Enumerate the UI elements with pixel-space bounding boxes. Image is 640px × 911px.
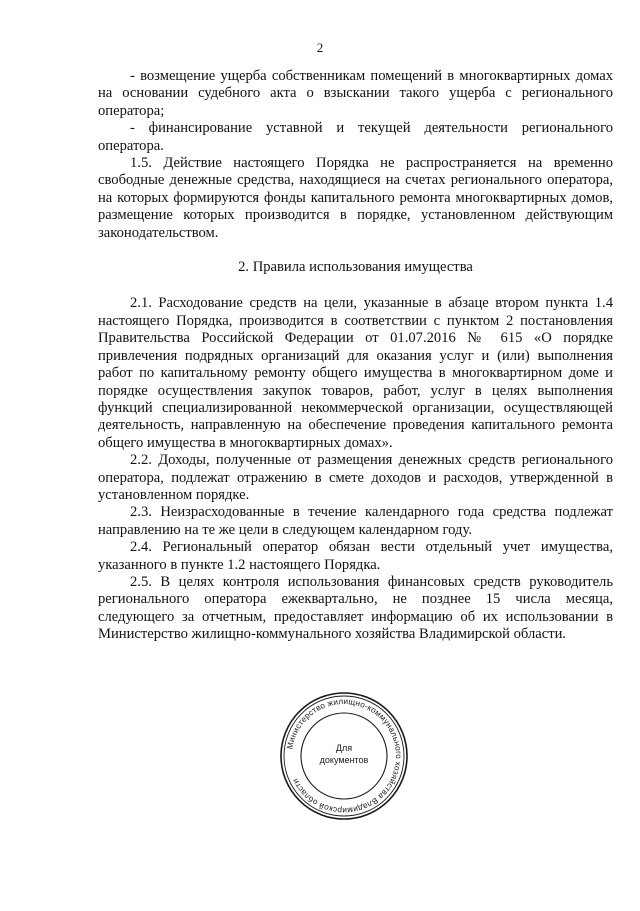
ministry-stamp (278, 690, 410, 822)
paragraph-2-1: 2.1. Расходование средств на цели, указанные в абзаце втором пункта 1.4 настоящего Порядка, производится в соответствии с пунктом 2 постановления Правительства Российской Федерации от 01.07.2016 № 615 «О порядке привлечения подрядных организаций для оказания услуг и (или) выполнения работ по капитальному ремонту общего имущества в многоквартирном доме и порядке осуществления закупок товаров, работ, услуг в целях выполнения функций специализированной некоммерческой организации, осуществляющей деятельность, направленную на обеспечение проведения капитального ремонта общего имущества в многоквартирных домах». (98, 295, 613, 451)
stamp-ring-textpath: Министерство жилищно-коммунального хозяйства Владимирской области (285, 696, 404, 816)
paragraph-2-2: 2.2. Доходы, полученные от размещения денежных средств регионального оператора, подлежат отражению в смете доходов и расходов, утвержденной в установленном порядке. (98, 452, 613, 503)
document-body (98, 68, 613, 644)
stamp-center-line1: Для (335, 743, 353, 753)
page-number: 2 (316, 40, 324, 55)
paragraph-damage-compensation: - возмещение ущерба собственникам помещений в многоквартирных домах на основании судебного акта о взыскании такого ущерба с регионального оператора; (98, 68, 613, 119)
section-heading: 2. Правила использования имущества (238, 259, 473, 276)
paragraph-2-4: 2.4. Региональный оператор обязан вести отдельный учет имущества, указанного в пункте 1.2 настоящего Порядка. (98, 539, 613, 573)
paragraph-1-5: 1.5. Действие настоящего Порядка не распространяется на временно свободные денежные средства, находящиеся на счетах регионального оператора, на которых формируются фонды капитального ремонта многоквартирных домов, размещение которых производится в порядке, установленном действующим законодательством. (98, 155, 613, 241)
stamp-center-line2: документов (319, 755, 369, 765)
paragraph-2-5: 2.5. В целях контроля использования финансовых средств руководитель регионального оператора ежеквартально, не позднее 15 числа месяца, следующего за отчетным, предоставляет информацию об их использовании в Министерство жилищно-коммунального хозяйства Владимирской области. (98, 573, 613, 643)
paragraph-2-3: 2.3. Неизрасходованные в течение календарного года средства подлежат направлению на те же цели в следующем календарном году. (98, 504, 613, 538)
paragraph-financing: - финансирование уставной и текущей деятельности регионального оператора. (98, 120, 613, 154)
